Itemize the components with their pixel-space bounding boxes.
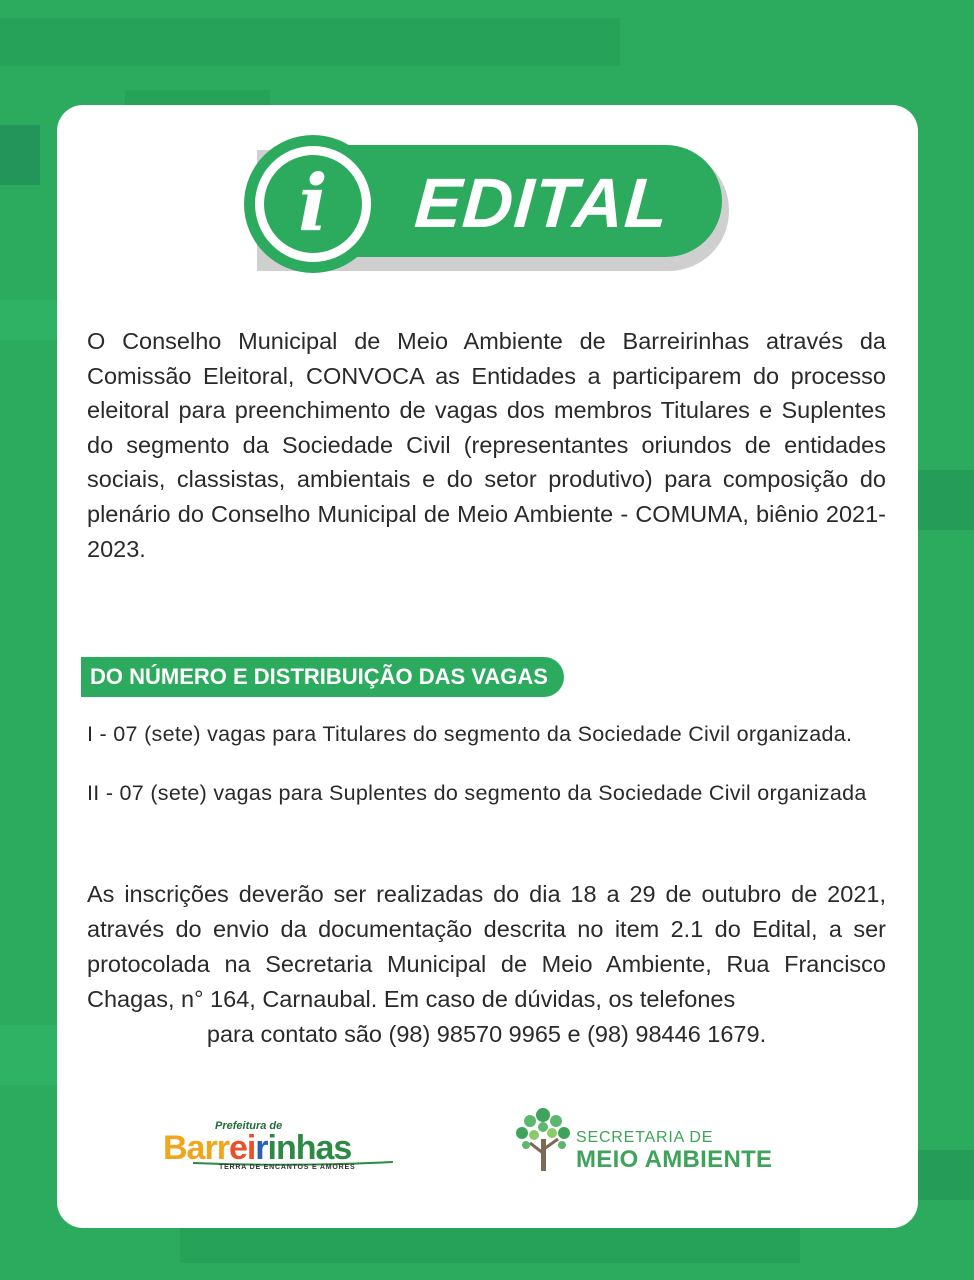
notice-card xyxy=(57,105,918,1228)
secretaria-logo xyxy=(512,1105,802,1175)
bg-block xyxy=(0,18,620,66)
list-item: I - 07 (sete) vagas para Titulares do segmento da Sociedade Civil organizada. xyxy=(87,722,853,746)
intro-paragraph: O Conselho Municipal de Meio Ambiente de Barreirinhas através da Comissão Eleitoral, CONVOCA as Entidades a participarem do processo eleitoral para preenchimento de vagas dos membros Titulares e Suplentes do segmento da Sociedade Civil (representantes oriundos de entidades sociais, classistas, ambientais e do setor produtivo) para composição do plenário do Conselho Municipal de Meio Ambiente - COMUMA, biênio 2021-2023. xyxy=(87,328,886,562)
inscricoes-paragraph xyxy=(87,877,886,1052)
logo-part: ei xyxy=(228,1129,256,1167)
list-item: II - 07 (sete) vagas para Suplentes do segmento da Sociedade Civil organizada xyxy=(87,781,867,805)
tree-icon xyxy=(512,1105,576,1175)
logo-tagline: TERRA DE ENCANTOS E AMORES xyxy=(219,1164,356,1171)
inscricoes-body: As inscrições deverão ser realizadas do dia 18 a 29 de outubro de 2021, através do envio da documentação descrita no item 2.1 do Edital, a ser protocolada na Secretaria Municipal de Meio Ambiente, Rua Francisco Chagas, n° 164, Carnaubal. Em caso de dúvidas, os telefones xyxy=(87,881,886,1012)
logo-part: inhas xyxy=(267,1129,352,1167)
logo-small-text: Prefeitura de xyxy=(215,1120,283,1132)
inscricoes-contact: para contato são (98) 98570 9965 e (98) 98446 1679. xyxy=(206,1021,767,1047)
bg-block xyxy=(0,125,40,185)
secretaria-label-bottom: MEIO AMBIENTE xyxy=(576,1146,773,1173)
info-icon: i xyxy=(298,158,328,249)
page-title: EDITAL xyxy=(412,164,672,242)
section-heading: DO NÚMERO E DISTRIBUIÇÃO DAS VAGAS xyxy=(81,657,564,697)
secretaria-label-top: SECRETARIA DE xyxy=(576,1129,714,1146)
logo-part: r xyxy=(255,1129,268,1167)
logo-part: Barr xyxy=(163,1129,229,1167)
prefeitura-logo xyxy=(163,1120,395,1180)
